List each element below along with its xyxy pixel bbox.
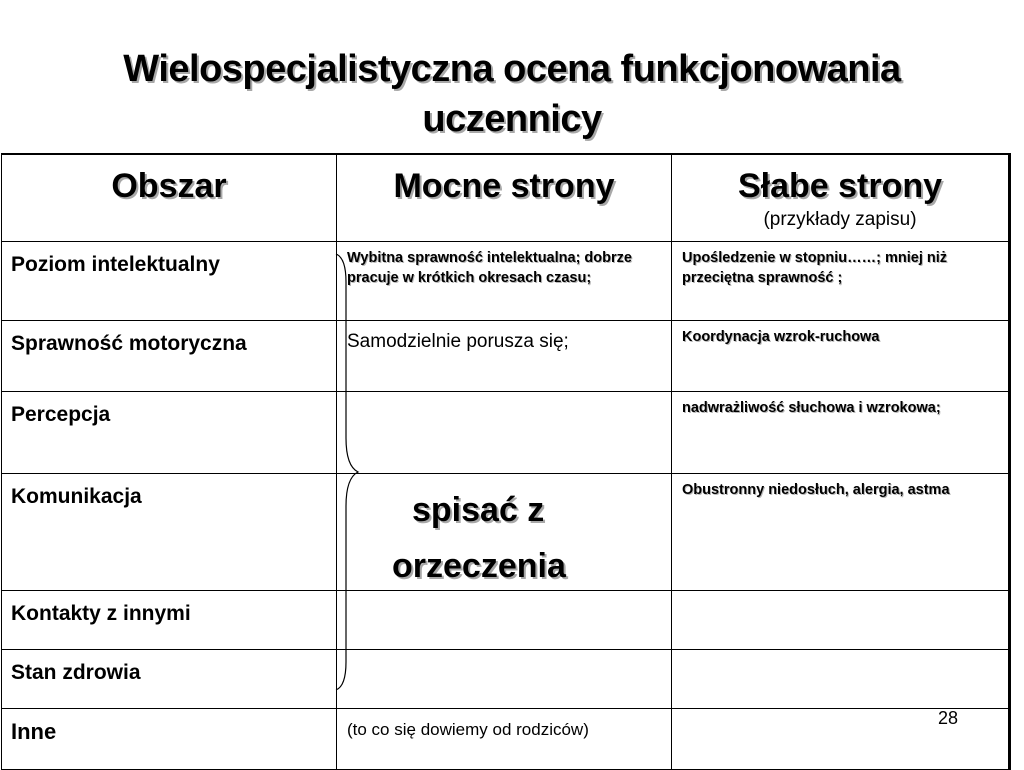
header-area-label: Obszar [111, 167, 227, 205]
weaknesses-text: Obustronny niedosłuch, alergia, astma [682, 482, 950, 498]
area-label: Komunikacja [11, 485, 142, 508]
slide-title-line-2: uczennicy [422, 98, 602, 140]
overlay-note-line-2: orzeczenia [392, 547, 566, 585]
area-label: Poziom intelektualny [11, 253, 220, 276]
area-label: Sprawność motoryczna [11, 332, 247, 355]
cell-weaknesses [672, 321, 1010, 392]
cell-strengths [337, 474, 672, 591]
area-label: Inne [11, 719, 57, 744]
table-row-contacts [2, 591, 1010, 650]
strengths-text [337, 650, 671, 659]
header-weaknesses-label: Słabe strony [737, 167, 943, 205]
cell-weaknesses [672, 474, 1010, 591]
cell-weaknesses [672, 392, 1010, 474]
cell-strengths [337, 392, 672, 474]
cell-weaknesses [672, 591, 1010, 650]
weaknesses-text [672, 650, 1008, 656]
strengths-text: (to co się dowiemy od rodziców) [347, 720, 589, 739]
cell-strengths [337, 709, 672, 770]
slide-title-line-1: Wielospecjalistyczna ocena funkcjonowania [123, 48, 901, 90]
cell-strengths [337, 321, 672, 392]
cell-weaknesses [672, 242, 1010, 321]
cell-area [2, 650, 337, 709]
slide-title [0, 44, 1024, 144]
area-label: Kontakty z innymi [11, 602, 191, 625]
strengths-text: Wybitna sprawność intelektualna; dobrze pracuje w krótkich okresach czasu; [347, 250, 632, 286]
cell-strengths [337, 242, 672, 321]
table-row-health [2, 650, 1010, 709]
cell-strengths [337, 650, 672, 709]
cell-weaknesses [672, 709, 1010, 770]
table-row-motor [2, 321, 1010, 392]
cell-area [2, 591, 337, 650]
table-row-perception [2, 392, 1010, 474]
strengths-text [337, 392, 671, 401]
header-area [2, 154, 337, 242]
area-label: Stan zdrowia [11, 661, 141, 684]
header-strengths-label: Mocne strony [393, 167, 615, 205]
cell-area [2, 242, 337, 321]
overlay-note-line-1: spisać z [412, 491, 545, 529]
cell-area [2, 392, 337, 474]
weaknesses-text: Koordynacja wzrok-ruchowa [682, 329, 880, 345]
assessment-table [1, 153, 1011, 770]
table-row-intellect [2, 242, 1010, 321]
header-strengths [337, 154, 672, 242]
table-row-communication [2, 474, 1010, 591]
cell-strengths [337, 591, 672, 650]
page-number: 28 [938, 708, 959, 728]
weaknesses-text: Upośledzenie w stopniu……; mniej niż przeciętna sprawność ; [682, 250, 948, 286]
strengths-text: Samodzielnie porusza się; [347, 331, 569, 352]
weaknesses-text: nadwrażliwość słuchowa i wzrokowa; [682, 400, 941, 416]
area-label: Percepcja [11, 403, 111, 426]
header-weaknesses-note: (przykłady zapisu) [763, 209, 917, 230]
table-header-row [2, 154, 1010, 242]
cell-weaknesses [672, 650, 1010, 709]
overlay-note [392, 482, 566, 594]
weaknesses-text [672, 591, 1008, 597]
cell-area [2, 474, 337, 591]
table-row-other [2, 709, 1010, 770]
cell-area [2, 321, 337, 392]
cell-area [2, 709, 337, 770]
header-weaknesses [672, 154, 1010, 242]
